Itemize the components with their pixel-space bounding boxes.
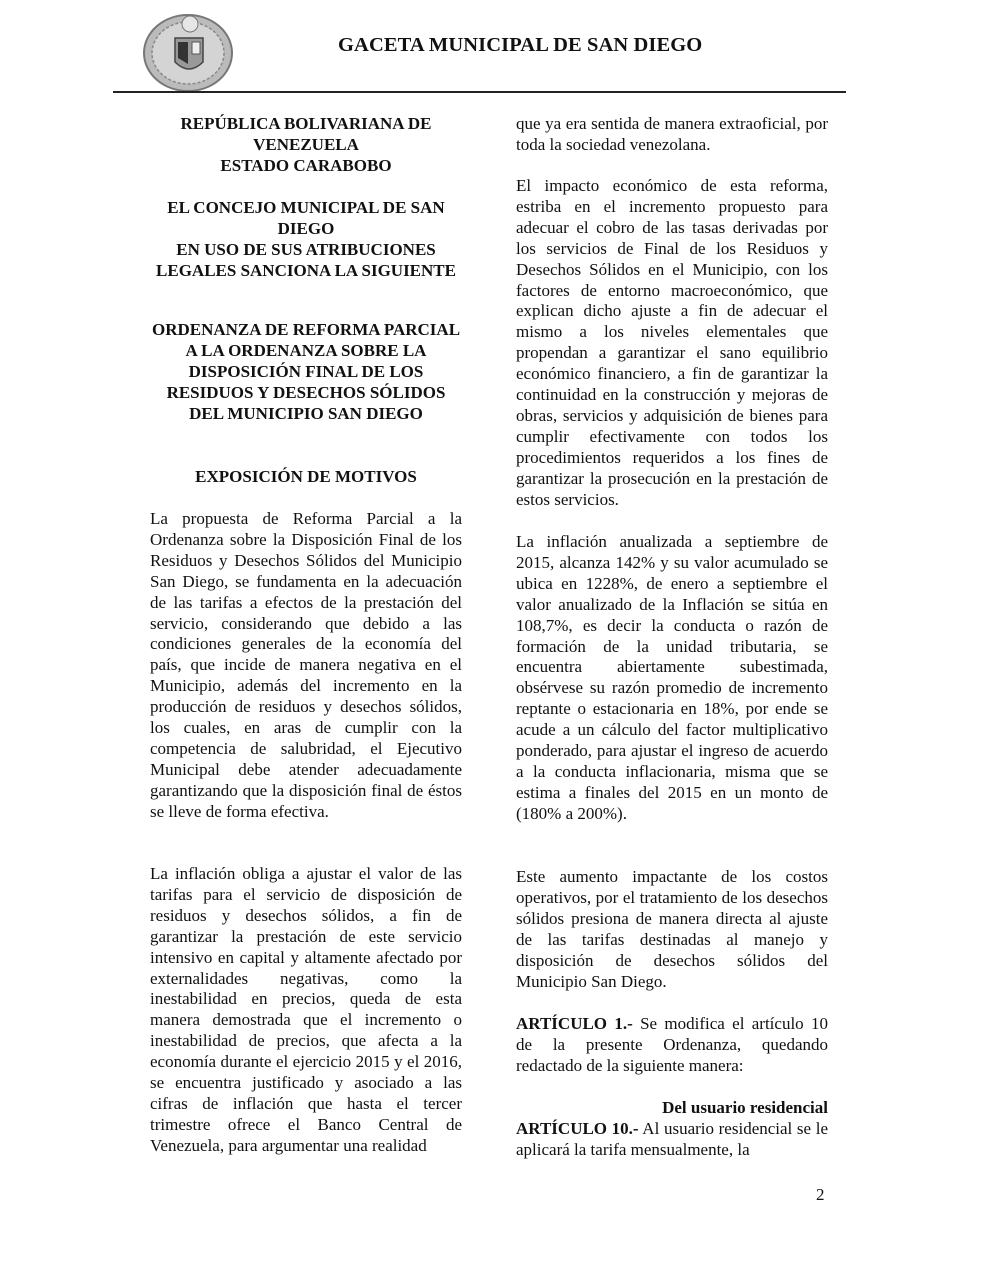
page-number: 2 — [816, 1185, 825, 1204]
gazette-title: GACETA MUNICIPAL DE SAN DIEGO — [338, 34, 703, 56]
subheading: Del usuario residencial — [662, 1098, 828, 1117]
heading-line: REPÚBLICA BOLIVARIANA DE VENEZUELA — [180, 114, 432, 154]
heading-line: EN USO DE SUS ATRIBUCIONES LEGALES SANCIONA LA SIGUIENTE — [156, 239, 456, 280]
article-label: ARTÍCULO 1.- — [516, 1014, 633, 1033]
article-label: ARTÍCULO 10.- — [516, 1119, 639, 1138]
article-10 — [516, 1119, 828, 1161]
heading-line: ESTADO CARABOBO — [220, 155, 392, 175]
paragraph: La inflación anualizada a septiembre de 2015, alcanza 142% y su valor acumulado se ubica en 1228%, de enero a septiembre el valor anualizado de la Inflación se sitúa en 108,7%, es decir la conducta o razón de formación de la unidad tributaria, se encuentra abiertamente subestimada, obsérvese su razón promedio de incremento reptante o estacionaria en 18%, por ende se acude a un cálculo del factor multiplicativo ponderado, para ajustar el ingreso de acuerdo a la conducta inflacionaria, misma que se estima a finales del 2015 en un monto de (180% a 200%). — [516, 532, 828, 823]
article-1 — [516, 1014, 828, 1077]
paragraph: La propuesta de Reforma Parcial a la Ordenanza sobre la Disposición Final de los Residuos y Desechos Sólidos del Municipio San Diego, se fundamenta en la adecuación de las tarifas a efectos de la prestación del servicio, considerando que debido a las condiciones generales de la economía del país, que incide de manera negativa en el Municipio, además del incremento en la producción de residuos y desechos sólidos, los cuales, en aras de cumplir con la competencia de salubridad, el Ejecutivo Municipal debe atender adecuadamente garantizando que la disposición final de éstos se lleve de forma efectiva. — [150, 509, 462, 821]
article-text: Se modifica el artículo 10 de la presente Ordenanza, quedando redactado de la siguiente manera: — [516, 1014, 828, 1075]
paragraph: El impacto económico de esta reforma, estriba en el incremento propuesto para adecuar el cobro de las tasas derivadas por los servicios de Final de los Residuos y Desechos Sólidos en el Municipio, con los factores de entorno macroeconómico, que explican dicho ajuste a fin de adecuar el mismo a los niveles elementales que propendan a garantizar el sano equilibrio económico financiero, a fin de garantizar la continuidad en la construcción y mejoras de obras, servicios y adquisición de bienes para cumplir efectivamente con todos los procedimientos requeridos a los fines de garantizar la prosecución en la prestación de estos servicios. — [516, 176, 828, 509]
paragraph: que ya era sentida de manera extraoficial, por toda la sociedad venezolana. — [516, 114, 828, 154]
header-divider — [113, 91, 846, 93]
heading-line: EL CONCEJO MUNICIPAL DE SAN DIEGO — [167, 198, 445, 238]
heading-republic — [150, 114, 462, 177]
paragraph: La inflación obliga a ajustar el valor de las tarifas para el servicio de disposición de residuos y desechos sólidos, a fin de garantizar la prestación de este servicio intensivo en capital y altamente afectado por externalidades negativas, como la inestabilidad en precios, queda de esta manera demostrada que el incremento o inestabilidad de precios, que afecta a la economía durante el ejercicio 2015 y el 2016, se encuentra justificado y asociado a las cifras de inflación que hasta el tercer trimestre ofrece el Banco Central de Venezuela, para argumentar una realidad — [150, 864, 462, 1155]
coat-of-arms-logo — [140, 10, 236, 92]
article-text: Al usuario residencial se le aplicará la tarifa mensualmente, la — [516, 1119, 829, 1159]
section-heading: EXPOSICIÓN DE MOTIVOS — [195, 467, 417, 486]
heading-council — [150, 198, 462, 282]
ordinance-title: ORDENANZA DE REFORMA PARCIAL A LA ORDENANZA SOBRE LA DISPOSICIÓN FINAL DE LOS RESIDUOS Y DESECHOS SÓLIDOS DEL MUNICIPIO SAN DIEGO — [151, 320, 461, 423]
paragraph: Este aumento impactante de los costos operativos, por el tratamiento de los desechos sólidos presiona de manera directa al ajuste de las tarifas destinadas al manejo y disposición de desechos sólidos del Municipio San Diego. — [516, 867, 828, 991]
